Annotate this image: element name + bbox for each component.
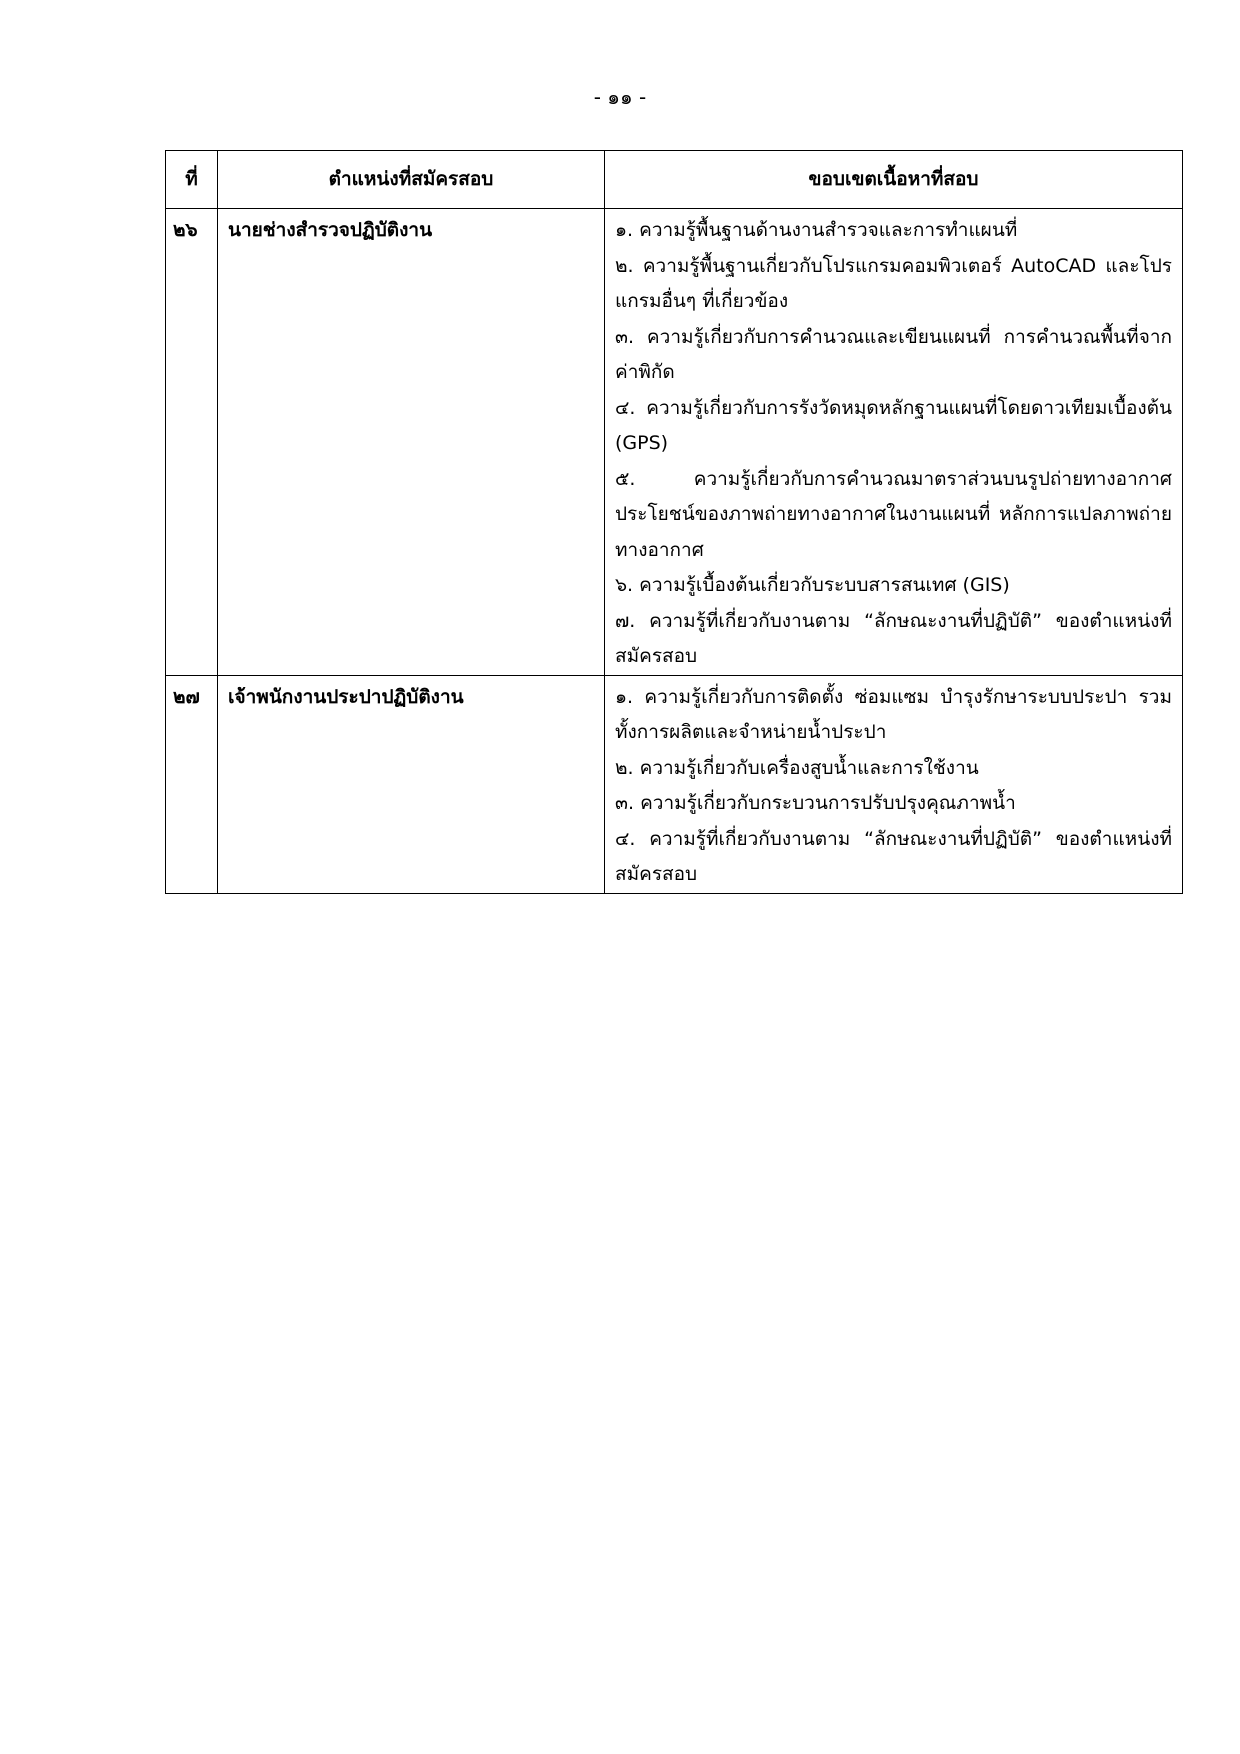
scope-item: ๒. ความรู้เกี่ยวกับเครื่องสูบน้ำและการใช้งาน (615, 756, 979, 779)
table-header-row (166, 151, 1183, 209)
scope-item: ๔. ความรู้ที่เกี่ยวกับงานตาม “ลักษณะงานที่ปฏิบัติ” ของตำแหน่งที่สมัครสอบ (615, 827, 1172, 885)
row-number: ๒๖ (166, 209, 218, 676)
scope-item: ๓. ความรู้เกี่ยวกับกระบวนการปรับปรุงคุณภาพน้ำ (615, 792, 1016, 814)
page-number: - ๑๑ - (593, 85, 647, 109)
scope-item: ๕. ความรู้เกี่ยวกับการคำนวณมาตราส่วนบนรูปถ่ายทางอากาศ ประโยชน์ของภาพถ่ายทางอากาศในงานแผนที่ หลักการแปลภาพถ่ายทางอากาศ (615, 467, 1172, 561)
scope-item: ๔. ความรู้เกี่ยวกับการรังวัดหมุดหลักฐานแผนที่โดยดาวเทียมเบื้องต้น (GPS) (615, 396, 1172, 454)
scope-item: ๖. ความรู้เบื้องต้นเกี่ยวกับระบบสารสนเทศ (GIS) (615, 574, 1010, 596)
scope-item: ๓. ความรู้เกี่ยวกับการคำนวณและเขียนแผนที่ การคำนวณพื้นที่จากค่าพิกัด (615, 325, 1172, 383)
position-name: เจ้าพนักงานประปาปฏิบัติงาน (218, 675, 605, 893)
scope-item: ๗. ความรู้ที่เกี่ยวกับงานตาม “ลักษณะงานที่ปฏิบัติ” ของตำแหน่งที่สมัครสอบ (615, 609, 1172, 667)
table-row (166, 675, 1183, 893)
exam-scope-list (605, 675, 1183, 893)
exam-scope-list (605, 209, 1183, 676)
scope-item: ๒. ความรู้พื้นฐานเกี่ยวกับโปรแกรมคอมพิวเตอร์ AutoCAD และโปรแกรมอื่นๆ ที่เกี่ยวข้อง (615, 254, 1172, 312)
row-number: ๒๗ (166, 675, 218, 893)
header-position: ตำแหน่งที่สมัครสอบ (218, 151, 605, 209)
header-no: ที่ (166, 151, 218, 209)
table-row (166, 209, 1183, 676)
exam-scope-table (165, 150, 1183, 894)
scope-item: ๑. ความรู้เกี่ยวกับการติดตั้ง ซ่อมแซม บำรุงรักษาระบบประปา รวมทั้งการผลิตและจำหน่ายน้ำประปา (615, 685, 1172, 743)
position-name: นายช่างสำรวจปฏิบัติงาน (218, 209, 605, 676)
header-scope: ขอบเขตเนื้อหาที่สอบ (605, 151, 1183, 209)
scope-item: ๑. ความรู้พื้นฐานด้านงานสำรวจและการทำแผนที่ (615, 219, 1018, 241)
